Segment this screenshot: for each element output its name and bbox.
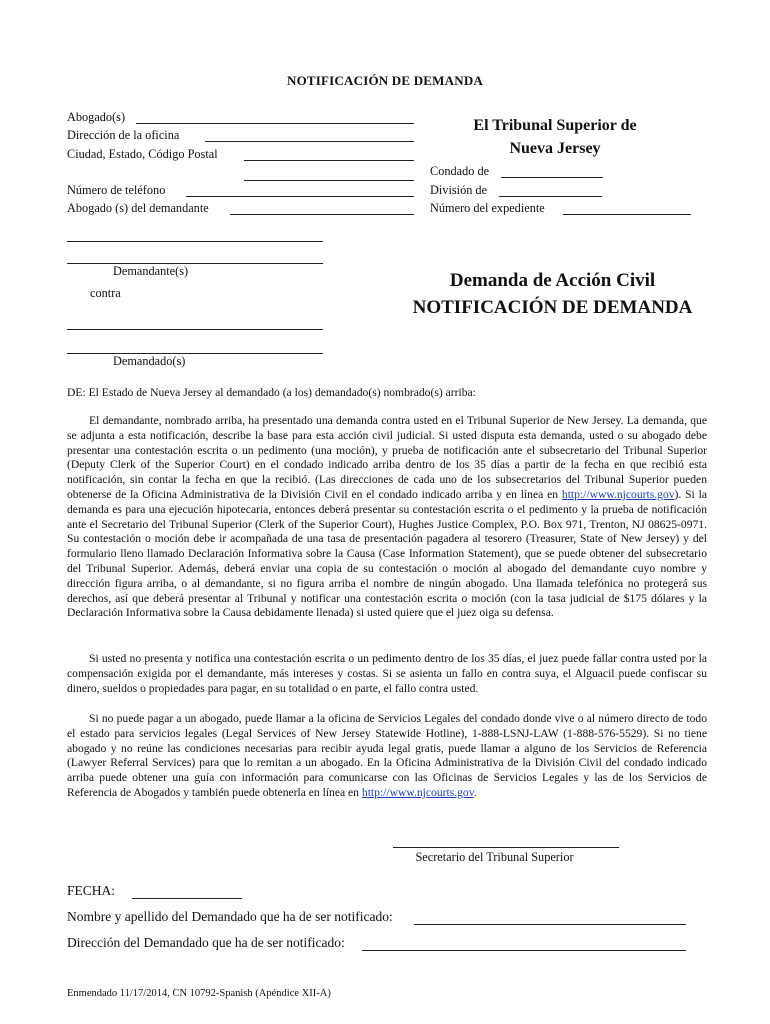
plaintiff-name-field-2[interactable] — [67, 250, 323, 264]
address-extra-field[interactable] — [244, 167, 414, 181]
defendant-address-label: Dirección del Demandado que ha de ser notificado: — [67, 935, 345, 950]
njcourts-link-2[interactable]: http://www.njcourts.gov — [361, 785, 474, 799]
paragraph1-text-b: ). Si la demanda es para una ejecución hipotecaria, entonces deberá presentar su contestación escrita o el pedimento y la prueba de notificación ante el Secretario del Tribunal Superior (Clerk of the Superior Court), Hughes Justice Complex, P.O. Box 971, Trenton, NJ 08625-0971. Su contestación o moción debe ir acompañada de una tasa de presentación pagadera al tesorero (Treasurer, State of New Jersey) y del formulario lleno llamado Declaración Informativa sobre la Causa (Case Information Statement), que se puede obtener del subsecretario del Tribunal Superior. Además, deberá enviar una copia de su contestación o moción al abogado del demandante cuyo nombre y dirección figura arriba, o al demandante, si no figura arriba el nombre de ningún abogado. Una llamada telefónica no protegerá sus derechos, así que deberá presentar al Tribunal y notificar una contestación escrita o moción (con la tasa judicial de $175 dólares y la Declaración Informativa sobre la Causa debidamente llenada) si usted quiere que el juez oiga su defensa. — [67, 487, 707, 620]
division-label: División de — [430, 183, 488, 197]
date-label: FECHA: — [67, 883, 116, 898]
division-field[interactable] — [499, 183, 602, 197]
from-line: DE: El Estado de Nueva Jersey al demandado (a los) demandado(s) nombrado(s) arriba: — [67, 386, 476, 399]
county-field[interactable] — [501, 164, 603, 178]
attorney-field[interactable] — [136, 110, 414, 124]
office-address-field[interactable] — [205, 128, 414, 142]
plaintiff-attorney-field[interactable] — [230, 201, 414, 215]
office-address-label: Dirección de la oficina — [67, 128, 180, 142]
city-state-zip-field[interactable] — [244, 147, 414, 161]
versus-label: contra — [90, 286, 121, 300]
date-field[interactable] — [132, 883, 242, 899]
phone-field[interactable] — [186, 183, 414, 197]
summons-heading: NOTIFICACIÓN DE DEMANDA — [412, 297, 693, 318]
county-label: Condado de — [430, 164, 490, 178]
defendant-label: Demandado(s) — [113, 354, 186, 368]
clerk-signature-field[interactable] — [393, 834, 619, 848]
defendant-name-label: Nombre y apellido del Demandado que ha de ser notificado: — [67, 909, 393, 924]
plaintiff-attorney-label: Abogado (s) del demandante — [67, 201, 209, 215]
footer-revision: Enmendado 11/17/2014, CN 10792-Spanish (Apéndice XII-A) — [67, 988, 331, 999]
document-title: NOTIFICACIÓN DE DEMANDA — [287, 73, 483, 88]
paragraph2-text: Si usted no presenta y notifica una contestación escrita o un pedimento dentro de los 35 días, el juez puede fallar contra usted por la compensación exigida por el demandante, más intereses y costas. Si se asienta un fallo en contra suya, el Alguacil puede confiscar su dinero, sueldos o propiedades para pagar, en su totalidad o en parte, el fallo contra usted. — [67, 652, 707, 695]
phone-label: Número de teléfono — [67, 183, 166, 197]
paragraph-default-judgment — [67, 652, 707, 696]
defendant-name-field-2[interactable] — [67, 340, 323, 354]
clerk-label: Secretario del Tribunal Superior — [415, 850, 574, 864]
court-name — [430, 114, 680, 160]
city-state-zip-label: Ciudad, Estado, Código Postal — [67, 147, 218, 161]
docket-number-label: Número del expediente — [430, 201, 545, 215]
civil-action-heading: Demanda de Acción Civil — [449, 270, 656, 291]
paragraph3-text-b: . — [473, 785, 477, 799]
paragraph3-text-a: Si no puede pagar a un abogado, puede llamar a la oficina de Servicios Legales del condado donde vive o al número directo de todo el estado para servicios legales (Legal Services of New Jersey Statewide Hotline), 1-888-LSNJ-LAW (1-888-576-5529). Si no tiene abogado y no reúne las condiciones necesarias para recibir ayuda legal gratis, puede llamar a alguno de los Servicios de Referencia (Lawyer Referral Services) para que lo remitan a un abogado. En la Oficina Administrativa de la División Civil del condado indicado arriba puede obtener una guía con información para comunicarse con las Oficinas de Servicios Legales y las de los Servicios de Referencia de Abogados y también puede obtenerla en línea en — [67, 712, 707, 799]
paragraph-response-instructions — [67, 414, 707, 621]
paragraph-legal-services — [67, 712, 707, 801]
defendant-address-field[interactable] — [362, 935, 686, 951]
defendant-name-field[interactable] — [414, 909, 686, 925]
court-name-line1: El Tribunal Superior de — [473, 117, 637, 134]
court-name-line2: Nueva Jersey — [509, 140, 601, 157]
attorney-label: Abogado(s) — [67, 110, 126, 124]
docket-number-field[interactable] — [563, 201, 691, 215]
defendant-name-field-1[interactable] — [67, 316, 323, 330]
njcourts-link-1[interactable]: http://www.njcourts.gov — [561, 487, 675, 501]
paragraph1-text-a: El demandante, nombrado arriba, ha presentado una demanda contra usted en el Tribunal Superior de New Jersey. La demanda, que se adjunta a esta notificación, describe la base para esta acción civil judicial. Si usted disputa esta demanda, usted o su abogado debe presentar una contestación escrita o un pedimento (una moción), y prueba de notificación ante el subsecretario del Tribunal Superior (Deputy Clerk of the Superior Court) en el condado indicado arriba dentro de los 35 días a partir de la fecha en que recibió esta notificación, sin contar la fecha en que la recibió. (Las direcciones de cada uno de los subsecretarios del Tribunal Superior pueden obtenerse de la Oficina Administrativa de la División Civil en el condado indicado arriba y en línea en — [67, 414, 707, 501]
plaintiff-label: Demandante(s) — [113, 264, 189, 278]
plaintiff-name-field-1[interactable] — [67, 228, 323, 242]
